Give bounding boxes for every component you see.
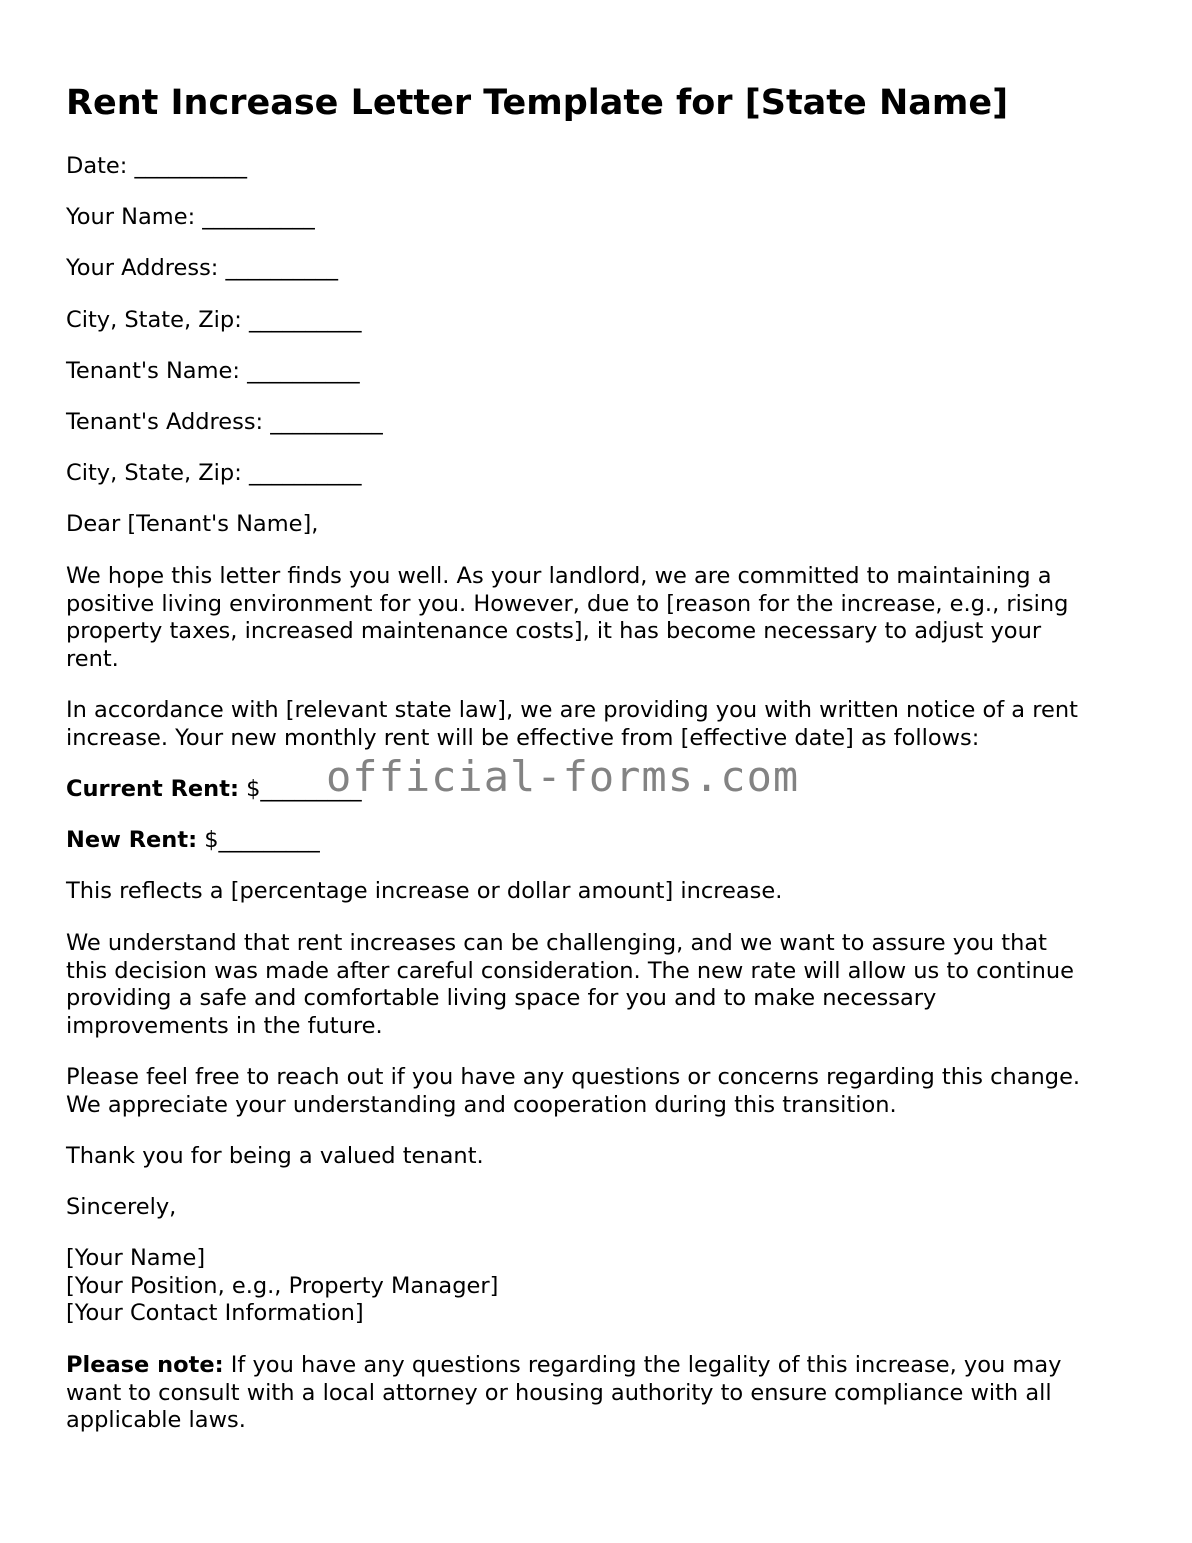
tenant-address-field: Tenant's Address: __________ (66, 409, 383, 435)
tenant-name-field: Tenant's Name: __________ (66, 358, 360, 384)
paragraph-line: improvements in the future. (66, 1012, 383, 1039)
note-first-line (66, 1352, 1136, 1380)
page-title: Rent Increase Letter Template for [State Name] (66, 83, 1009, 123)
new-rent-line (66, 827, 320, 855)
paragraph-line: want to consult with a local attorney or housing authority to ensure compliance with all (66, 1379, 1052, 1406)
signature-block (66, 1245, 1136, 1328)
paragraph-line: applicable laws. (66, 1407, 246, 1434)
current-rent-value: $_________ (246, 776, 362, 802)
paragraph-line: We understand that rent increases can be challenging, and we want to assure you that (66, 930, 1047, 956)
paragraph-notice (66, 697, 1136, 752)
salutation: Dear [Tenant's Name], (66, 511, 319, 537)
signature-position: [Your Position, e.g., Property Manager] (66, 1272, 499, 1299)
your-address-field: Your Address: __________ (66, 255, 339, 281)
paragraph-line: rent. (66, 645, 119, 672)
paragraph-line: We appreciate your understanding and cooperation during this transition. (66, 1091, 897, 1118)
paragraph-line: We hope this letter finds you well. As your landlord, we are committed to maintaining a (66, 563, 1052, 589)
legal-note (66, 1352, 1136, 1435)
closing: Sincerely, (66, 1194, 177, 1220)
paragraph-line: this decision was made after careful consideration. The new rate will allow us to continue (66, 957, 1074, 984)
current-rent-line (66, 776, 362, 804)
tenant-city-state-zip-field: City, State, Zip: __________ (66, 460, 362, 486)
current-rent-label: Current Rent: (66, 776, 239, 802)
paragraph-contact (66, 1064, 1136, 1119)
date-field: Date: __________ (66, 153, 248, 179)
paragraph-line: increase. Your new monthly rent will be effective from [effective date] as follows: (66, 724, 980, 751)
new-rent-label: New Rent: (66, 827, 198, 853)
note-text: If you have any questions regarding the legality of this increase, you may (223, 1352, 1062, 1378)
signature-name: [Your Name] (66, 1245, 206, 1271)
your-city-state-zip-field: City, State, Zip: __________ (66, 307, 362, 333)
paragraph-line: property taxes, increased maintenance costs], it has become necessary to adjust your (66, 618, 1042, 645)
paragraph-line: Please feel free to reach out if you have any questions or concerns regarding this change. (66, 1064, 1081, 1090)
paragraph-intro (66, 563, 1136, 673)
paragraph-understanding (66, 930, 1136, 1040)
paragraph-line: providing a safe and comfortable living space for you and to make necessary (66, 985, 937, 1012)
paragraph-line: In accordance with [relevant state law], we are providing you with written notice of a rent (66, 697, 1078, 723)
paragraph-line: positive living environment for you. However, due to [reason for the increase, e.g., rising (66, 590, 1069, 617)
watermark: official-forms.com (326, 752, 800, 801)
new-rent-value: $_________ (204, 827, 320, 853)
signature-contact: [Your Contact Information] (66, 1300, 364, 1327)
your-name-field: Your Name: __________ (66, 204, 315, 230)
increase-reflects-line: This reflects a [percentage increase or dollar amount] increase. (66, 878, 783, 904)
thanks-line: Thank you for being a valued tenant. (66, 1143, 484, 1169)
note-label: Please note: (66, 1352, 224, 1378)
